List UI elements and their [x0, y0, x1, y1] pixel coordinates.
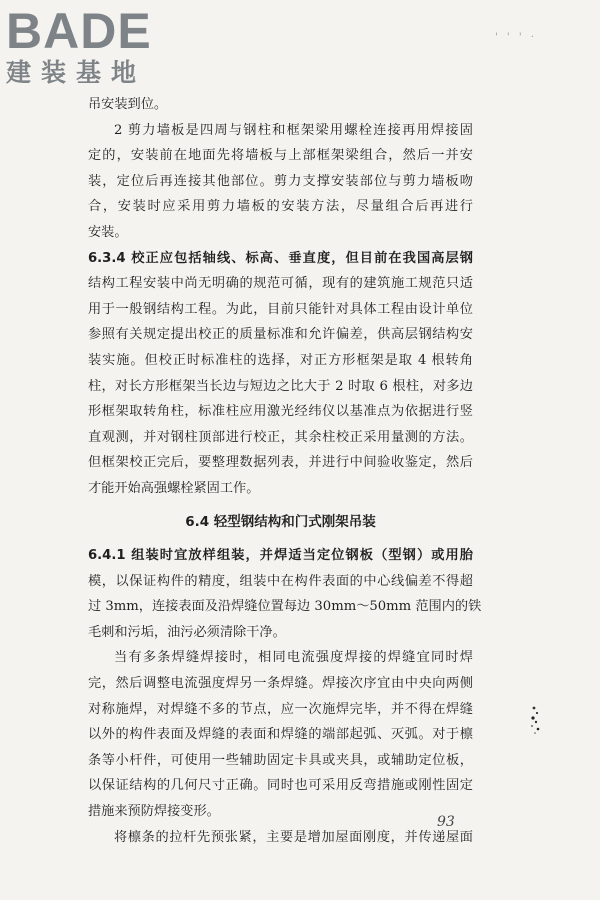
scan-mark: ' ' ' · — [495, 32, 537, 43]
logo-wordmark: BADE — [6, 3, 152, 59]
text-line: 直观测，并对钢柱顶部进行校正，其余柱校正采用量测的方法。 — [88, 429, 473, 445]
text-line: 当有多条焊缝焊接时，相同电流强度焊接的焊缝宜同时焊 — [114, 650, 473, 666]
text-line: 条等小杆件，可使用一些辅助固定卡具或夹具，或辅助定位板， — [88, 752, 473, 768]
scan-speck — [528, 700, 542, 740]
text-line: 措施来预防焊接变形。 — [88, 804, 220, 820]
text-line: 对称施焊，对焊缝不多的节点，应一次施焊完毕，并不得在焊缝 — [88, 701, 473, 717]
clause-6-4-1: 6.4.1 组装时宜放样组装，并焊适当定位钢板（型钢）或用胎 — [88, 548, 473, 564]
text-line: 以外的构件表面及焊缝的表面和焊缝的端部起弧、灭弧。对于檩 — [88, 727, 473, 743]
text-line: 装，定位后再连接其他部位。剪力支撑安装部位与剪力墙板吻 — [88, 173, 473, 189]
text-line: 用于一般钢结构工程。为此，目前只能针对具体工程由设计单位 — [88, 301, 473, 317]
section-title: 6.4 轻型钢结构和门式刚架吊装 — [185, 513, 376, 530]
text-line: 参照有关规定提出校正的质量标准和允许偏差，供高层钢结构安 — [88, 327, 473, 343]
logo-subtitle: 建装基地 — [6, 58, 147, 87]
text-line: 安装。 — [88, 224, 128, 240]
text-line: 2 剪力墙板是四周与钢柱和框架梁用螺栓连接再用焊接固 — [114, 122, 473, 138]
text-line: 结构工程安装中尚无明确的规范可循，现有的建筑施工规范只适 — [88, 276, 473, 292]
text-line: 完，然后调整电流强度焊另一条焊缝。焊接次序宜由中央向两侧 — [88, 676, 473, 692]
text-line: 将檩条的拉杆先预张紧，主要是增加屋面刚度，并传递屋面 — [114, 829, 473, 845]
clause-6-3-4: 6.3.4 校正应包括轴线、标高、垂直度，但目前在我国高层钢 — [88, 250, 473, 266]
text-line: 柱，对长方形框架当长边与短边之比大于 2 时取 6 根柱，对多边 — [88, 378, 473, 394]
logo — [6, 4, 186, 88]
text-line: 吊安装到位。 — [88, 97, 168, 112]
page-number: 93 — [437, 814, 455, 830]
text-line: 但框架校正完后，要整理数据列表，并进行中间验收鉴定，然后 — [88, 455, 473, 471]
text-line: 以保证结构的几何尺寸正确。同时也可采用反弯措施或刚性固定 — [88, 778, 473, 794]
document-body — [88, 92, 482, 850]
text-line: 定的，安装前在地面先将墙板与上部框架梁组合，然后一并安 — [88, 148, 473, 164]
text-line: 合，安装时应采用剪力墙板的安装方法，尽量组合后再进行 — [88, 199, 473, 215]
text-line: 才能开始高强螺栓紧固工作。 — [88, 480, 260, 496]
text-line: 模，以保证构件的精度，组装中在构件表面的中心线偏差不得超 — [88, 573, 473, 589]
text-line: 装实施。但校正时标准柱的选择，对正方形框架是取 4 根转角 — [88, 352, 473, 368]
text-line: 毛刺和污垢，油污必须清除干净。 — [88, 624, 286, 640]
text-line: 过 3mm，连接表面及沿焊缝位置每边 30mm～50mm 范围内的铁 — [88, 599, 482, 615]
text-line: 形框架取转角柱，标准柱应用激光经纬仪以基准点为依据进行竖 — [88, 404, 473, 420]
